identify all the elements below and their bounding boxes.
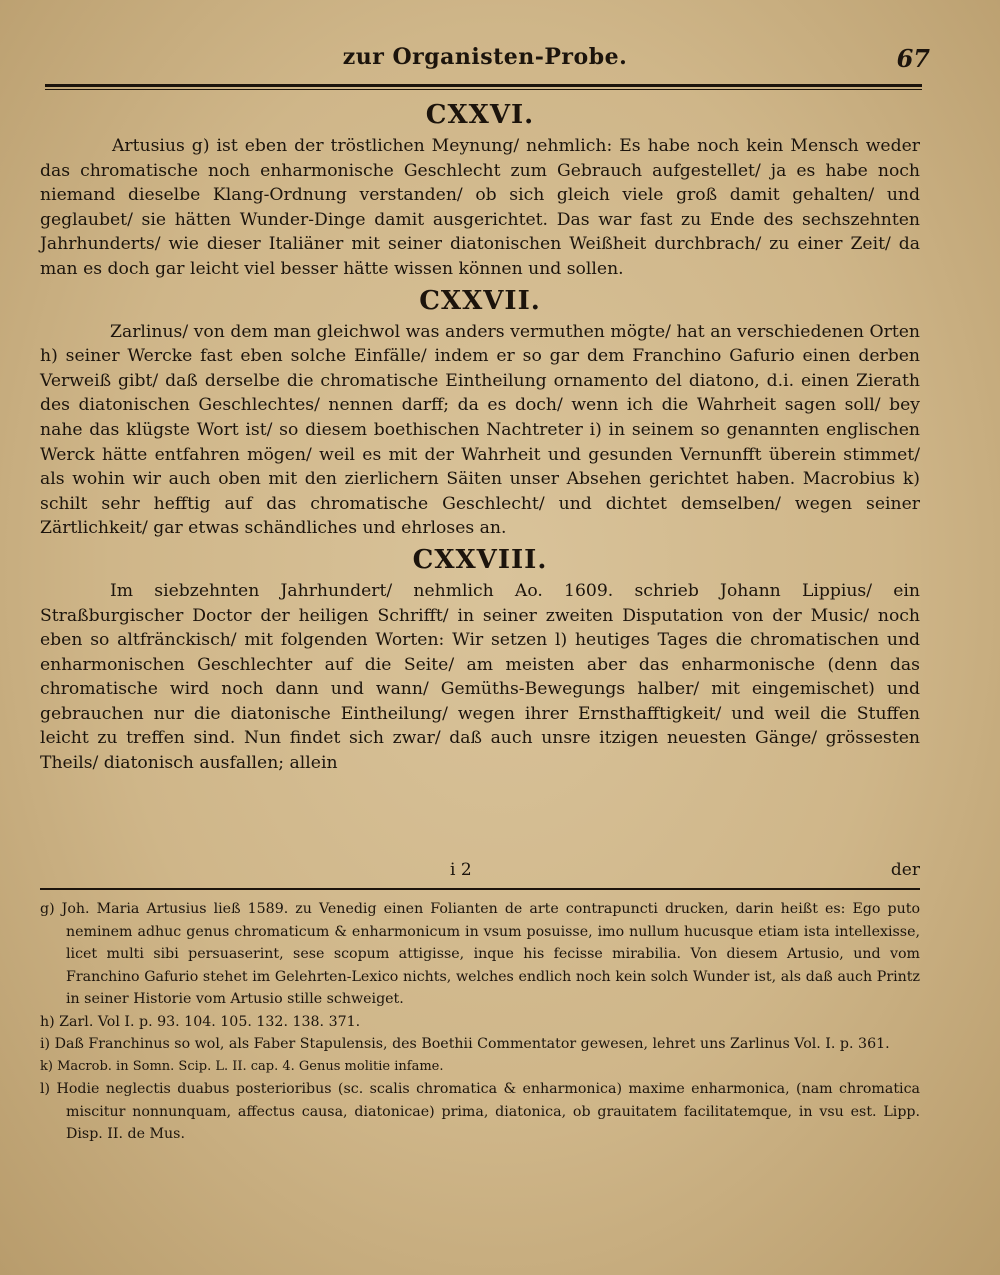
page-footer-line [40,860,920,884]
section-paragraph: Im siebzehnten Jahrhundert/ nehmlich Ao. 1609. schrieb Johann Lippius/ ein Straßburgischer Doctor der heiligen Schrifft/ in seiner zweiten Disputation von der Music/ noch eben so altfränckisch/ mit folgenden Worten: Wir setzen l) heutiges Tages die chromatischen und enharmonischen Geschlechter auf die Seite/ am meisten aber das enharmonische (denn das chromatische wird noch dann und wann/ Gemüths-Bewegungs halber/ mit eingemischet) und gebrauchen nur die diatonische Eintheilung/ wegen ihrer Ernsthafftigkeit/ und weil die Stuffen leicht zu treffen sind. Nun findet sich zwar/ daß auch unsre itzigen neuesten Gänge/ grössesten Theils/ diatonisch ausfallen; allein [40,580,920,774]
footnote-g: g) Joh. Maria Artusius ließ 1589. zu Venedig einen Folianten de arte contrapuncti drucken, darin heißt es: Ego puto neminem adhuc genus chromaticum & enharmonicum in vsum posuisse, imo nullum hucusque etiam ista intellexisse, licet multi sibi persuaserint, sese scopum attigisse, inque his fecisse mirabilia. Von diesem Artusio, und vom Franchino Gafurio stehet im Gelehrten-Lexico nichts, welches endlich noch kein solch Wunder ist, als daß auch Printz in seiner Historie vom Artusio stille schweiget. [40,901,920,1007]
footnote-l: l) Hodie neglectis duabus posterioribus (sc. scalis chromatica & enharmonica) maxime enharmonica, (nam chromatica miscitur nonnunquam, affectus causa, diatonicae) prima, diatonica, ob grauitatem facilitatemque, in vsu est. Lipp. Disp. II. de Mus. [40,1081,920,1142]
section-numeral: CXXVIII. [412,544,548,575]
section-numeral: CXXVI. [425,100,535,130]
signature-mark: i 2 [450,860,472,880]
section-paragraph: Artusius g) ist eben der tröstlichen Meynung/ nehmlich: Es habe noch kein Mensch weder das chromatische noch enharmonische Geschlecht zum Gebrauch aufgestellet/ ja es habe noch niemand dieselbe Klang-Ordnung verstanden/ ob sich gleich viele groß damit gehalten/ und geglaubet/ sie hätten Wunder-Dinge damit ausgerichtet. Das war fast zu Ende des sechszehnten Jahrhunderts/ wie dieser Italiäner mit seiner diatonischen Weißheit durchbrach/ zu einer Zeit/ da man es doch gar leicht viel besser hätte wissen können und sollen. [40,136,920,279]
section-cxxvii [40,286,920,541]
section-cxxviii [40,545,920,776]
section-numeral: CXXVII. [419,285,541,316]
running-head: zur Organisten-Probe. [342,44,628,70]
catchword: der [890,860,920,880]
footnote-h: h) Zarl. Vol I. p. 93. 104. 105. 132. 138. 371. [40,1013,361,1030]
page-header [40,44,930,84]
footnote-rule [40,888,920,890]
header-rule-thin [45,89,922,90]
main-text [40,96,920,776]
section-cxxvi [40,100,920,282]
footnotes [40,898,920,1146]
page-number: 67 [896,44,930,73]
footnote-k: k) Macrob. in Somn. Scip. L. II. cap. 4. Genus molitie infame. [40,1058,444,1074]
section-paragraph: Zarlinus/ von dem man gleichwol was anders vermuthen mögte/ hat an verschiedenen Orten h) seiner Wercke fast eben solche Einfälle/ indem er so gar dem Franchino Gafurio einen derben Verweiß gibt/ daß derselbe die chromatische Eintheilung ornamento del diatono, d.i. einen Zierath des diatonischen Geschlechtes/ nennen darff; da es doch/ wenn ich die Wahrheit sagen soll/ bey nahe das klügste Wort ist/ so diesem boethischen Nachtreter i) in seinem so genannten englischen Werck hätte entfahren mögen/ weil es mit der Wahrheit und gesunden Vernunfft überein stimmet/ als wohin wir auch oben mit den zierlichern Säiten unser Absehen gerichtet haben. Macrobius k) schilt sehr hefftig auf das chromatische Geschlecht/ und dichtet demselben/ wegen seiner Zärtlichkeit/ gar etwas schändliches und ehrloses an. [40,321,920,539]
footnote-i: i) Daß Franchinus so wol, als Faber Stapulensis, des Boethii Commentator gewesen, lehret uns Zarlinus Vol. I. p. 361. [40,1036,890,1052]
header-rule [45,84,922,87]
